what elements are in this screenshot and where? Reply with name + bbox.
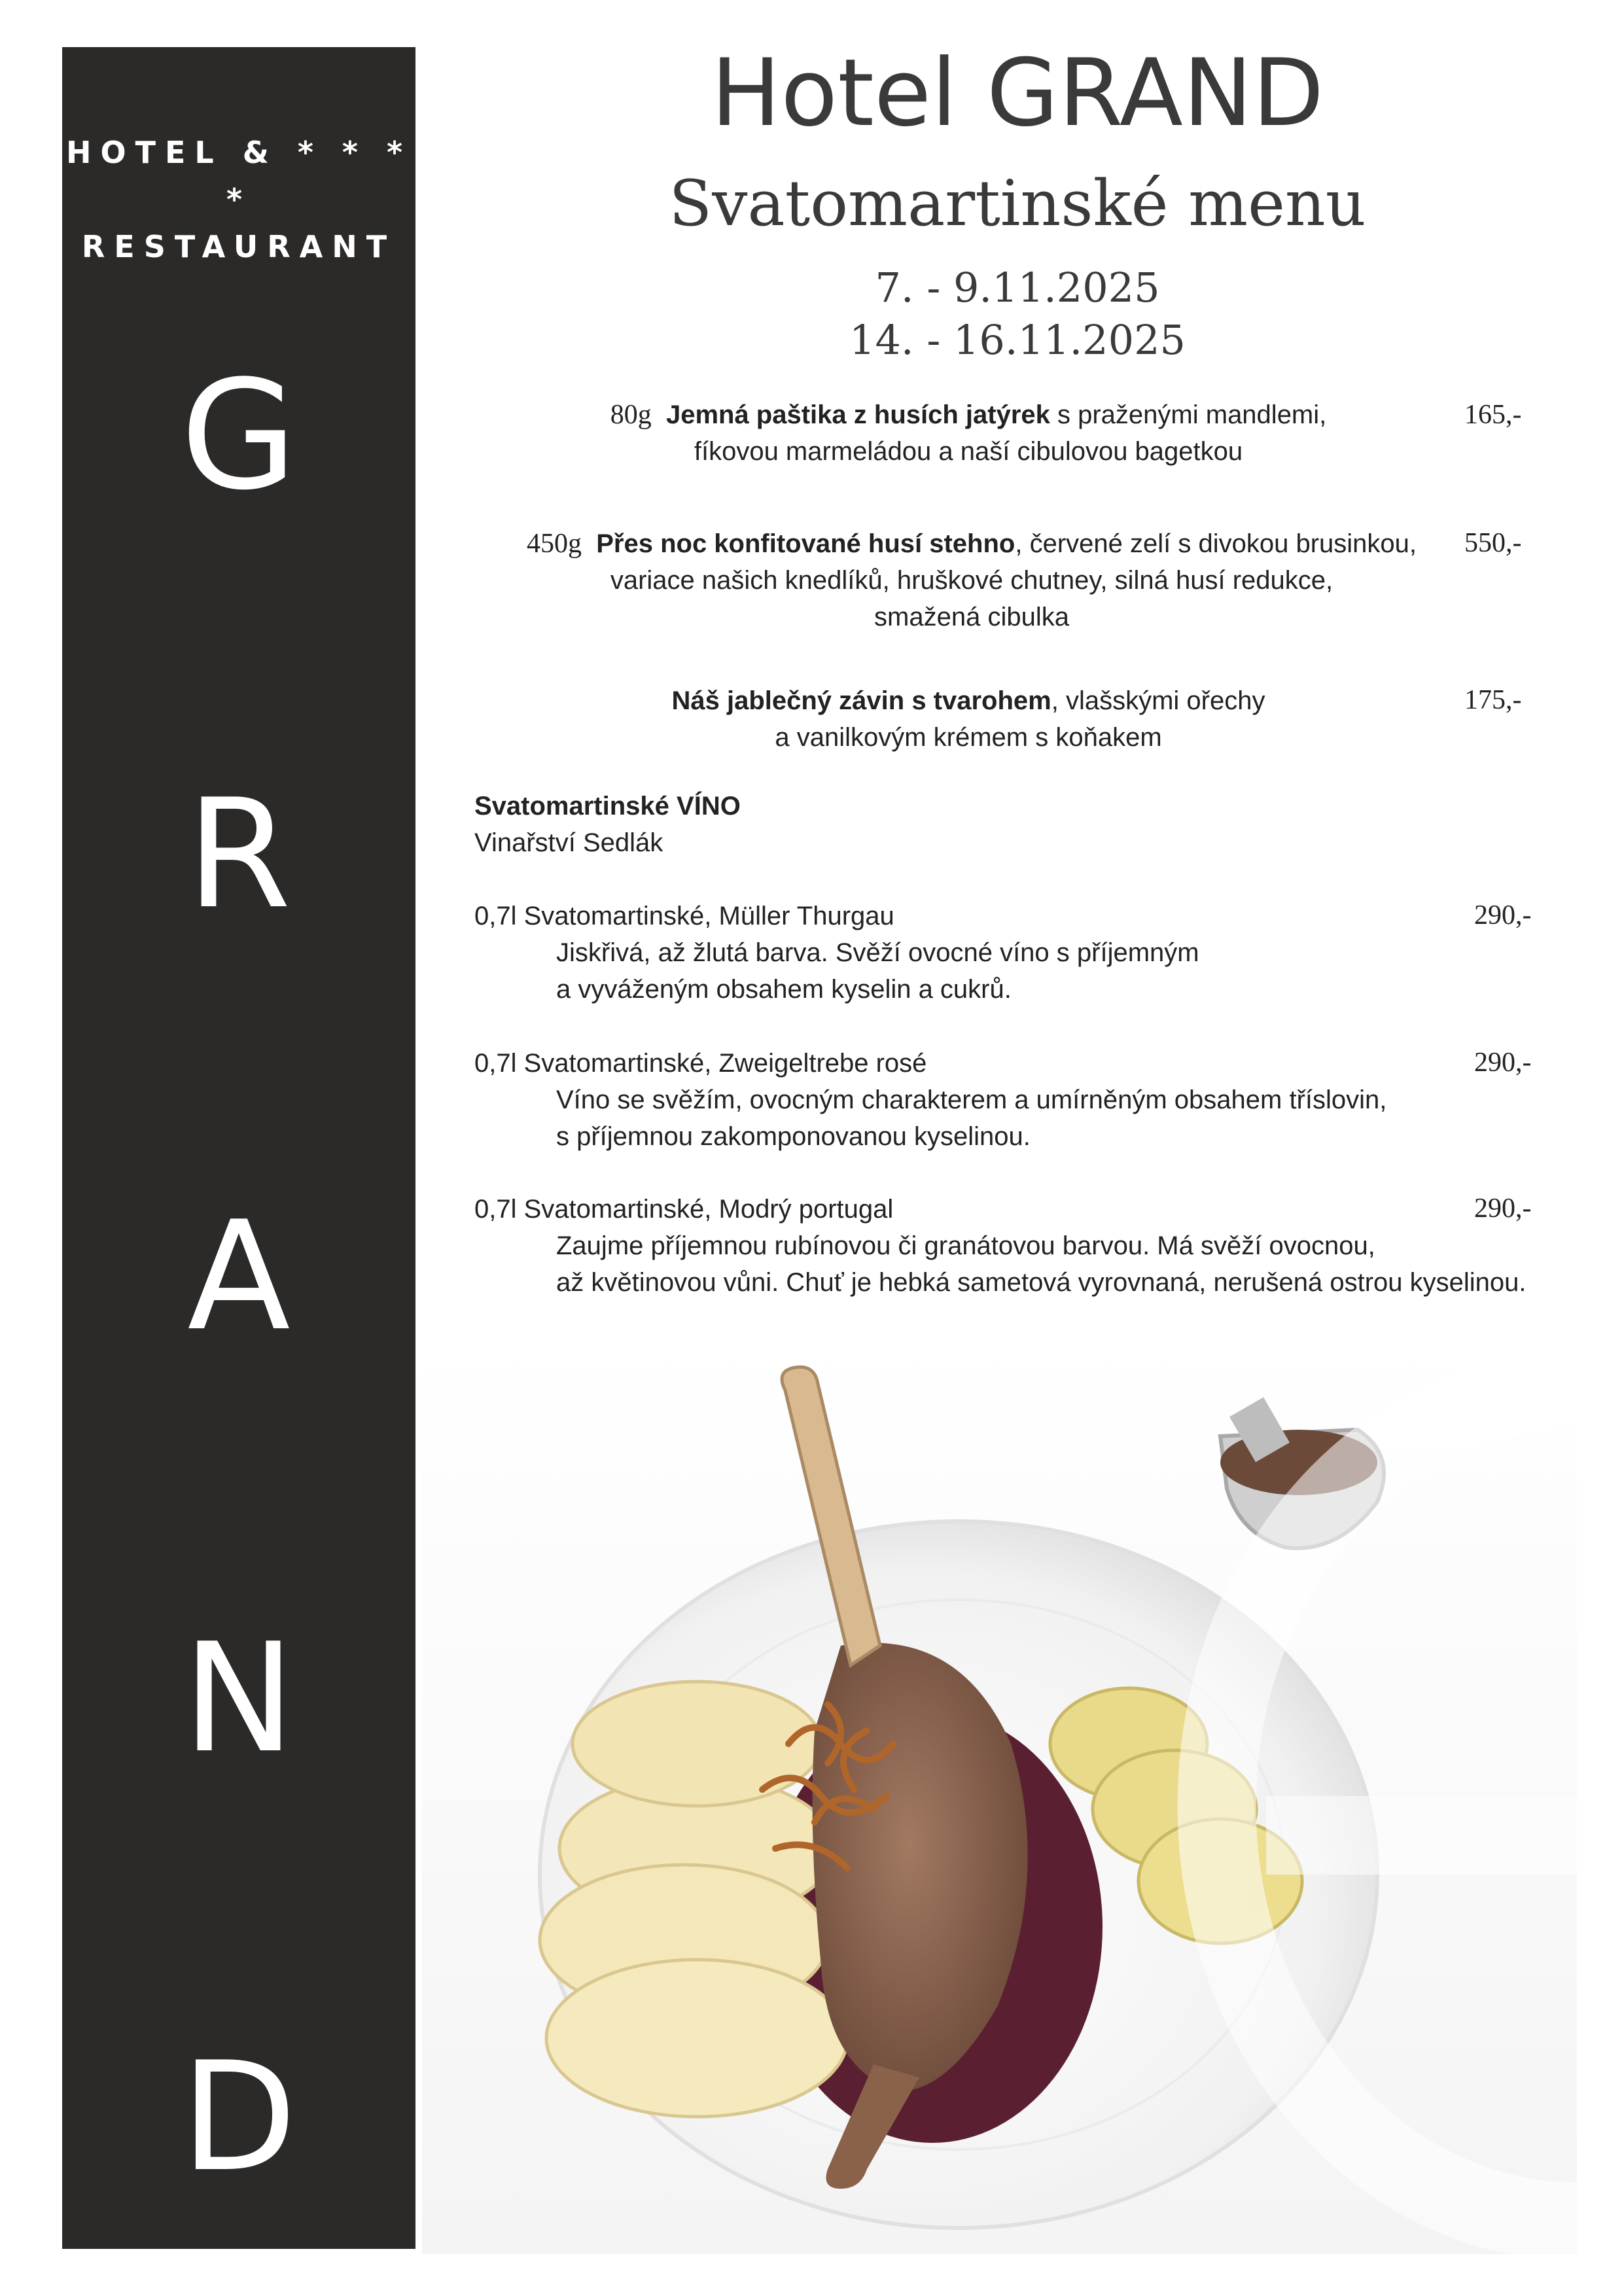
menu-item-name: Jemná paštika z husích jatýrek	[665, 400, 1050, 429]
wine-price: 290,-	[1474, 1193, 1532, 1224]
wine-item-zweigelt	[474, 1045, 1587, 1155]
band-letter-g: G	[180, 349, 298, 523]
menu-item-desc: , červené zelí s divokou brusinkou,	[1015, 529, 1417, 558]
date-range-2: 14. - 16.11.2025	[849, 316, 1186, 364]
wine-item-portugal	[474, 1191, 1587, 1301]
menu-item-price: 550,-	[1464, 528, 1522, 558]
menu-item-strudel	[576, 682, 1361, 756]
sidebar-band	[62, 47, 415, 2249]
bread-dumplings	[540, 1682, 847, 2117]
menu-item-name: Náš jablečný závin s tvarohem	[671, 686, 1051, 715]
wine-desc-line: a vyváženým obsahem kyselin a cukrů.	[556, 975, 1012, 1004]
menu-item-weight: 450g	[526, 529, 582, 559]
menu-item-desc-line: fíkovou marmeládou a naší cibulovou bagetkou	[694, 437, 1243, 466]
winery-name: Vinařství Sedlák	[474, 828, 663, 857]
wine-price: 290,-	[1474, 900, 1532, 930]
menu-item-price: 165,-	[1464, 400, 1522, 430]
band-letter-a: A	[187, 1190, 291, 1364]
menu-item-desc-line: a vanilkovým krémem s koňakem	[775, 723, 1162, 752]
wine-item-muller	[474, 898, 1587, 1008]
menu-item-name: Přes noc konfitované husí stehno	[596, 529, 1015, 558]
wine-desc-line: Víno se svěžím, ovocným charakterem a umírněným obsahem tříslovin,	[556, 1086, 1387, 1114]
wine-desc-line: Zaujme příjemnou rubínovou či granátovou barvou. Má svěží ovocnou,	[556, 1231, 1375, 1260]
dish-photo	[422, 1338, 1577, 2254]
page-title: Hotel GRAND	[711, 39, 1324, 147]
wine-desc-line: až květinovou vůni. Chuť je hebká sametová vyrovnaná, nerušená ostrou kyselinou.	[556, 1268, 1527, 1297]
wine-section-heading	[474, 788, 741, 861]
band-letter-d: D	[181, 2030, 297, 2205]
menu-item-desc-line: variace našich knedlíků, hruškové chutney, silná husí redukce,	[610, 566, 1333, 595]
hotel-brand-logo	[62, 129, 415, 270]
wine-desc-line: Jiskřivá, až žlutá barva. Svěží ovocné víno s příjemným	[556, 938, 1199, 967]
wine-heading: Svatomartinské VÍNO	[474, 792, 741, 821]
band-letter-r: R	[186, 768, 291, 942]
menu-item-desc-line: smažená cibulka	[874, 603, 1069, 631]
brand-line-1: HOTEL & * * * *	[65, 135, 412, 217]
band-letter-n: N	[182, 1612, 296, 1786]
date-range-1: 7. - 9.11.2025	[875, 264, 1160, 311]
wine-name: 0,7l Svatomartinské, Modrý portugal	[474, 1195, 894, 1224]
wine-name: 0,7l Svatomartinské, Müller Thurgau	[474, 902, 894, 930]
menu-item-desc: s praženými mandlemi,	[1050, 400, 1327, 429]
wine-desc-line: s příjemnou zakomponovanou kyselinou.	[556, 1122, 1031, 1151]
menu-item-goose-leg	[504, 525, 1439, 635]
menu-item-desc: , vlašskými ořechy	[1051, 686, 1265, 715]
menu-item-weight: 80g	[610, 400, 652, 430]
brand-line-2: RESTAURANT	[81, 229, 397, 264]
wine-price: 290,-	[1474, 1048, 1532, 1078]
menu-dates	[415, 262, 1619, 366]
menu-item-pate	[576, 397, 1361, 470]
menu-item-price: 175,-	[1464, 685, 1522, 715]
wine-name: 0,7l Svatomartinské, Zweigeltrebe rosé	[474, 1049, 927, 1078]
page-subtitle: Svatomartinské menu	[669, 167, 1366, 240]
